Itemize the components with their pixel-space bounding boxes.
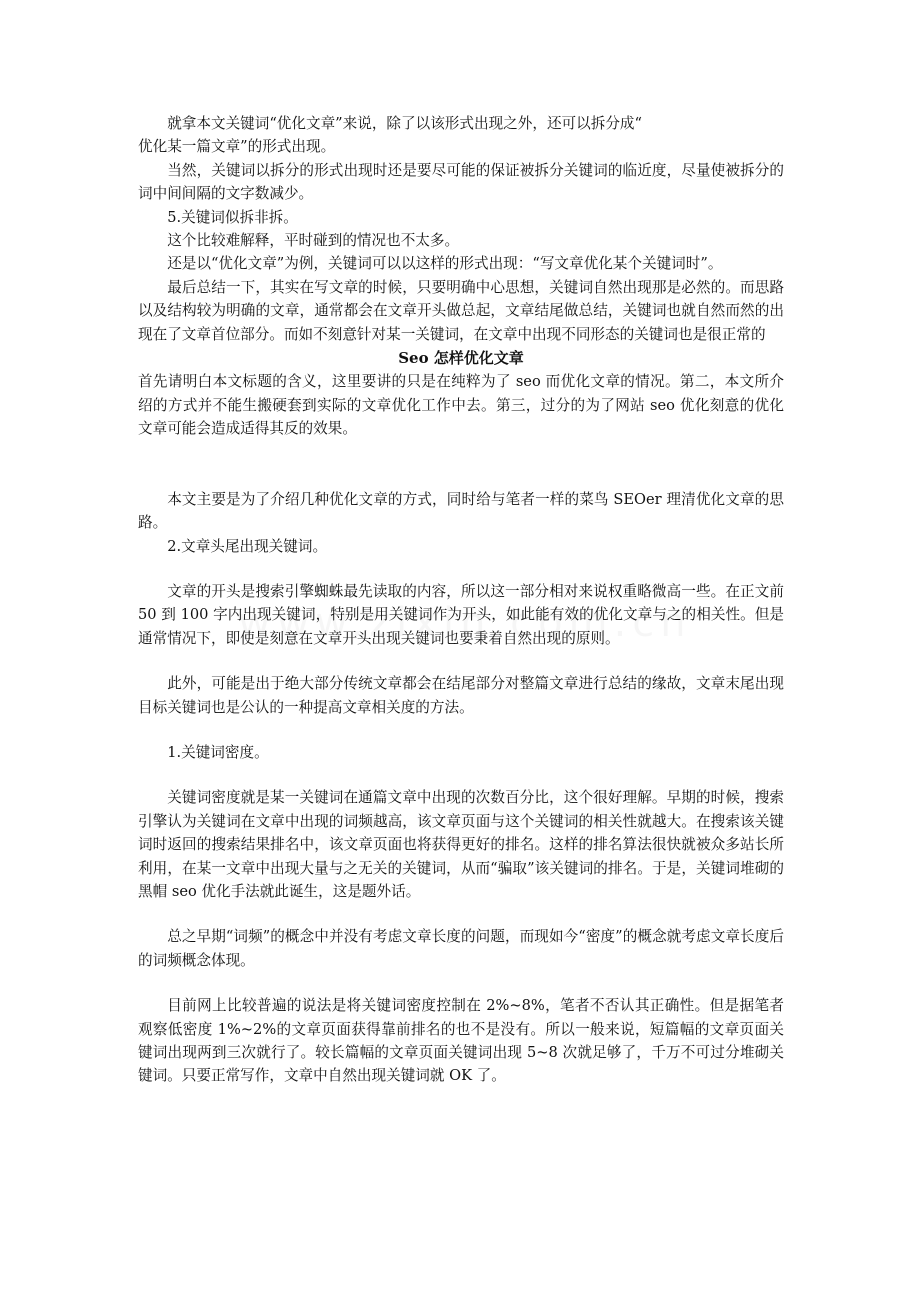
paragraph: 就拿本文关键词“优化文章”来说，除了以该形式出现之外，还可以拆分成“: [167, 115, 642, 132]
paragraph: 优化某一篇文章”的形式出现。: [138, 138, 336, 156]
paragraph: 目前网上比较普遍的说法是将关键词密度控制在 2%~8%，笔者不否认其正确性。但是据笔者观察低密度 1%~2%的文章页面获得靠前排名的也不是没有。所以一般来说，短篇幅的文章页面关键词出现两到三次就行了。较长篇幅的文章页面关键词出现 5~8 次就足够了，千万不可过分堆砌关键词。只要正常写作，文章中自然出现关键词就 OK 了。: [138, 997, 784, 1085]
list-heading: 2.文章头尾出现关键词。: [167, 537, 328, 555]
list-heading: 5.关键词似拆非拆。: [167, 208, 298, 226]
paragraph: 关键词密度就是某一关键词在通篇文章中出现的次数百分比，这个很好理解。早期的时候，搜索引擎认为关键词在文章中出现的词频越高，该文章页面与这个关键词的相关性就越大。在搜索该关键词时返回的搜索结果排名中，该文章页面也将获得更好的排名。这样的排名算法很快就被众多站长所利用，在某一文章中出现大量与之无关的关键词，从而“骗取”该关键词的排名。于是，关键词堆砌的黑帽 seo 优化手法就此诞生，这是题外话。: [138, 789, 784, 900]
article-title: Seo 怎样优化文章: [398, 349, 524, 368]
paragraph: 还是以“优化文章”为例，关键词可以以这样的形式出现：“写文章优化某个关键词时”。: [167, 255, 723, 273]
list-heading: 1.关键词密度。: [167, 743, 269, 761]
paragraph: 此外，可能是出于绝大部分传统文章都会在结尾部分对整篇文章进行总结的缘故，文章末尾出现目标关键词也是公认的一种提高文章相关度的方法。: [138, 675, 784, 716]
paragraph: 文章的开头是搜索引擎蜘蛛最先读取的内容，所以这一部分相对来说权重略微高一些。在正文前 50 到 100 字内出现关键词，特别是用关键词作为开头，如此能有效的优化文章与之的相关性。但是通常情况下，即使是刻意在文章开头出现关键词也要秉着自然出现的原则。: [138, 582, 784, 647]
paragraph: 首先请明白本文标题的含义，这里要讲的只是在纯粹为了 seo 而优化文章的情况。第二，本文所介绍的方式并不能生搬硬套到实际的文章优化工作中去。第三，过分的为了网站 seo 优化刻意的优化文章可能会造成适得其反的效果。: [138, 373, 784, 438]
paragraph: 最后总结一下，其实在写文章的时候，只要明确中心思想，关键词自然出现那是必然的。而思路以及结构较为明确的文章，通常都会在文章开头做总起，文章结尾做总结，关键词也就自然而然的出现在了文章首位部分。而如不刻意针对某一关键词，在文章中出现不同形态的关键词也是很正常的: [138, 278, 784, 343]
paragraph: 总之早期“词频”的概念中并没有考虑文章长度的问题，而现如今“密度”的概念就考虑文章长度后的词频概念体现。: [138, 928, 784, 969]
document-body: [138, 112, 784, 1088]
paragraph: 当然，关键词以拆分的形式出现时还是要尽可能的保证被拆分关键词的临近度，尽量使被拆分的词中间间隔的文字数减少。: [138, 161, 784, 203]
paragraph: 这个比较难解释，平时碰到的情况也不太多。: [167, 232, 460, 250]
paragraph: 本文主要是为了介绍几种优化文章的方式，同时给与笔者一样的菜鸟 SEOer 理清优化文章的思路。: [138, 490, 784, 532]
